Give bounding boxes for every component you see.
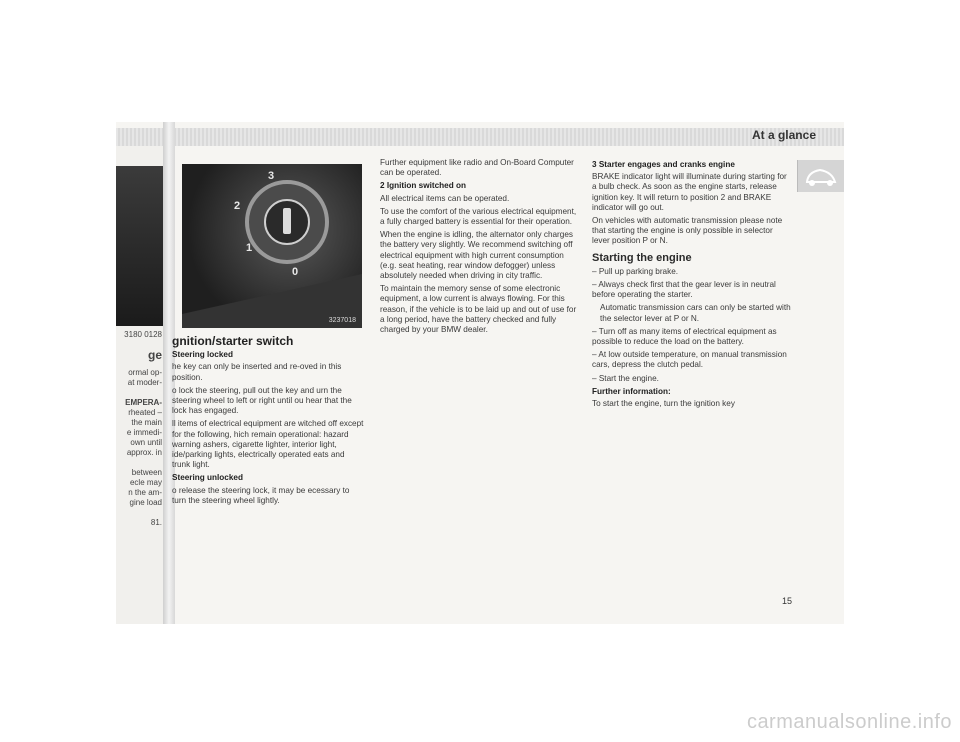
list-item: – Pull up parking brake. bbox=[592, 267, 792, 277]
left-line: the main bbox=[131, 418, 162, 427]
list-item: Automatic transmission cars can only be started with the selector lever at P or N. bbox=[600, 303, 791, 323]
paragraph: When the engine is idling, the alternator only charges the battery very slightly. We recommend switching off electrical equipment with high current consumption (e.g. seat heating, rear window defogger) unless absolutely needed when driving in city traffic. bbox=[380, 230, 573, 281]
list-item: – Start the engine. bbox=[592, 374, 792, 384]
subheading: Further information: bbox=[592, 386, 671, 396]
paragraph: Further equipment like radio and On-Board Computer can be operated. bbox=[380, 158, 574, 178]
subheading: Steering locked bbox=[172, 350, 233, 360]
watermark: carmanualsonline.info bbox=[746, 711, 952, 733]
left-photo-ref: 3180 0128 bbox=[124, 330, 162, 339]
ignition-switch-photo bbox=[182, 164, 362, 328]
list-item: – Turn off as many items of electrical equipment as possible to reduce the load on the battery. bbox=[592, 327, 792, 347]
paragraph: BRAKE indicator light will illuminate during starting for a bulb check. As soon as the engine starts, release ignition key. It will return to position 2 and BRAKE indicator will go out. bbox=[592, 172, 787, 212]
left-line: own until bbox=[130, 438, 162, 447]
left-line: EMPERA- bbox=[125, 398, 162, 407]
left-line: ecle may bbox=[129, 478, 162, 487]
paragraph: o release the steering lock, it may be ecessary to turn the steering wheel lightly. bbox=[172, 485, 350, 505]
section-heading: Starting the engine bbox=[592, 251, 692, 264]
position-label: 2 bbox=[234, 200, 241, 212]
section-title: gnition/starter switch bbox=[172, 334, 294, 348]
position-label: 0 bbox=[292, 266, 299, 278]
photo-ref: 3237018 bbox=[328, 317, 356, 324]
car-tab-icon bbox=[797, 160, 844, 192]
paragraph: o lock the steering, pull out the key and urn the steering wheel to left or right until ou hear that the lock has engaged. bbox=[172, 385, 352, 416]
left-line: 81. bbox=[150, 518, 162, 527]
list-item: – At low outside temperature, on manual transmission cars, depress the clutch pedal. bbox=[592, 350, 792, 370]
column-2 bbox=[380, 158, 578, 338]
paragraph: On vehicles with automatic transmission please note that starting the engine is only possible in selector lever position P or N. bbox=[592, 216, 783, 246]
left-page-photo bbox=[116, 166, 164, 326]
left-page bbox=[116, 146, 164, 624]
manual-page bbox=[116, 122, 844, 624]
left-line: gine load bbox=[129, 498, 162, 507]
car-icon bbox=[798, 160, 844, 192]
paragraph: To start the engine, turn the ignition key bbox=[592, 399, 735, 409]
left-line: ge bbox=[147, 348, 162, 362]
header-band bbox=[116, 128, 844, 146]
column-1 bbox=[172, 336, 364, 509]
position-label: 1 bbox=[246, 242, 253, 254]
paragraph: he key can only be inserted and re-oved in this position. bbox=[172, 362, 342, 382]
paragraph: ll items of electrical equipment are witched off except for the following, hich remain operational: hazard warning ashers, cigarette lighter, interior light, ide/parking lights, electrically operated eats and trunk light. bbox=[172, 419, 364, 470]
left-line: at moder- bbox=[127, 378, 162, 387]
left-line: between bbox=[131, 468, 162, 477]
subheading: 3 Starter engages and cranks engine bbox=[592, 160, 735, 169]
paragraph: All electrical items can be operated. bbox=[380, 193, 510, 203]
left-line: rheated – bbox=[128, 408, 162, 417]
left-line: n the am- bbox=[128, 488, 162, 497]
subheading: 2 Ignition switched on bbox=[380, 181, 466, 191]
left-line: e immedi- bbox=[126, 428, 162, 437]
column-3 bbox=[592, 158, 792, 412]
paragraph: To use the comfort of the various electrical equipment, a fully charged battery is essential for their operation. bbox=[380, 206, 577, 227]
subheading: Steering unlocked bbox=[172, 473, 243, 483]
ignition-lock-illustration bbox=[182, 164, 362, 328]
left-line: approx. in bbox=[126, 448, 162, 457]
left-line: ormal op- bbox=[128, 368, 162, 377]
header-title: At a glance bbox=[751, 128, 816, 142]
position-label: 3 bbox=[268, 170, 275, 182]
paragraph: To maintain the memory sense of some electronic equipment, a low current is always flowing. For this reason, if the vehicle is to be laid up and out of use for a long period, have the battery checked and fully charged by your BMW dealer. bbox=[380, 284, 577, 335]
list-item: – Always check first that the gear lever is in neutral before operating the starter. bbox=[592, 280, 792, 300]
page-number: 15 bbox=[781, 596, 792, 606]
